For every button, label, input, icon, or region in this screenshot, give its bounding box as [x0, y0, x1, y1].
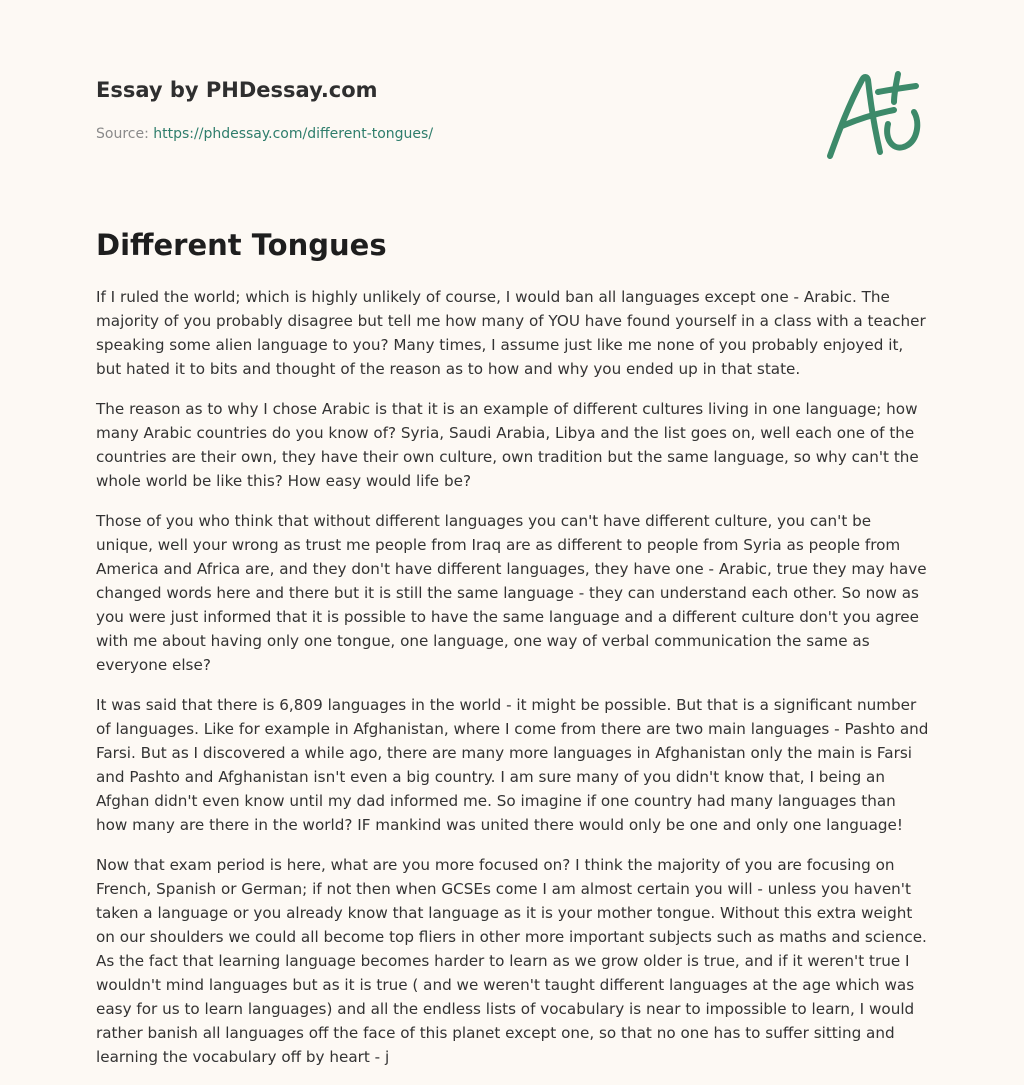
- source-label: Source:: [96, 126, 149, 142]
- essay-paragraph: Those of you who think that without different languages you can't have different culture, you can't be unique, well your wrong as trust me people from Iraq are as different to people from Syria as people from America and Africa are, and they don't have different languages, they have one - Arabic, true they may have changed words here and there but it is still the same language - they can understand each other. So now as you were just informed that it is possible to have the same language and a different culture don't you agree with me about having only one tongue, one language, one way of verbal communication the same as everyone else?: [96, 512, 927, 674]
- essay-paragraph: Now that exam period is here, what are you more focused on? I think the majority of you are focusing on French, Spanish or German; if not then when GCSEs come I am almost certain you will - unless you haven't taken a language or you already know that language as it is your mother tongue. Without this extra weight on our shoulders we could all become top fliers in other more important subjects such as maths and science. As the fact that learning language becomes harder to learn as we grow older is true, and if it weren't true I wouldn't mind languages but as it is true ( and we weren't taught different languages at the age which was easy for us to learn languages) and all the endless lists of vocabulary is near to impossible to learn, I would rather banish all languages off the face of this planet except one, so that no one has to suffer sitting and learning the vocabulary off by heart - j: [96, 856, 927, 1066]
- source-line: [96, 124, 433, 144]
- essay-title: Different Tongues: [96, 228, 387, 262]
- essay-body: [96, 285, 930, 1085]
- source-link[interactable]: https://phdessay.com/different-tongues/: [153, 126, 434, 142]
- essay-paragraph: The reason as to why I chose Arabic is that it is an example of different cultures living in one language; how many Arabic countries do you know of? Syria, Saudi Arabia, Libya and the list goes on, well each one of the countries are their own, they have their own culture, own tradition but the same language, so why can't the whole world be like this? How easy would life be?: [96, 400, 919, 490]
- a-plus-logo-icon: [822, 68, 926, 164]
- essay-paragraph: It was said that there is 6,809 languages in the world - it might be possible. But that is a significant number of languages. Like for example in Afghanistan, where I come from there are two main languages - Pashto and Farsi. But as I discovered a while ago, there are many more languages in Afghanistan only the main is Farsi and Pashto and Afghanistan isn't even a big country. I am sure many of you didn't know that, I being an Afghan didn't even know until my dad informed me. So imagine if one country had many languages than how many are there in the world? IF mankind was united there would only be one and only one language!: [96, 696, 929, 834]
- brand-title: Essay by PHDessay.com: [96, 78, 378, 102]
- essay-paragraph: If I ruled the world; which is highly unlikely of course, I would ban all languages except one - Arabic. The majority of you probably disagree but tell me how many of YOU have found yourself in a class with a teacher speaking some alien language to you? Many times, I assume just like me none of you probably enjoyed it, but hated it to bits and thought of the reason as to how and why you ended up in that state.: [96, 288, 926, 378]
